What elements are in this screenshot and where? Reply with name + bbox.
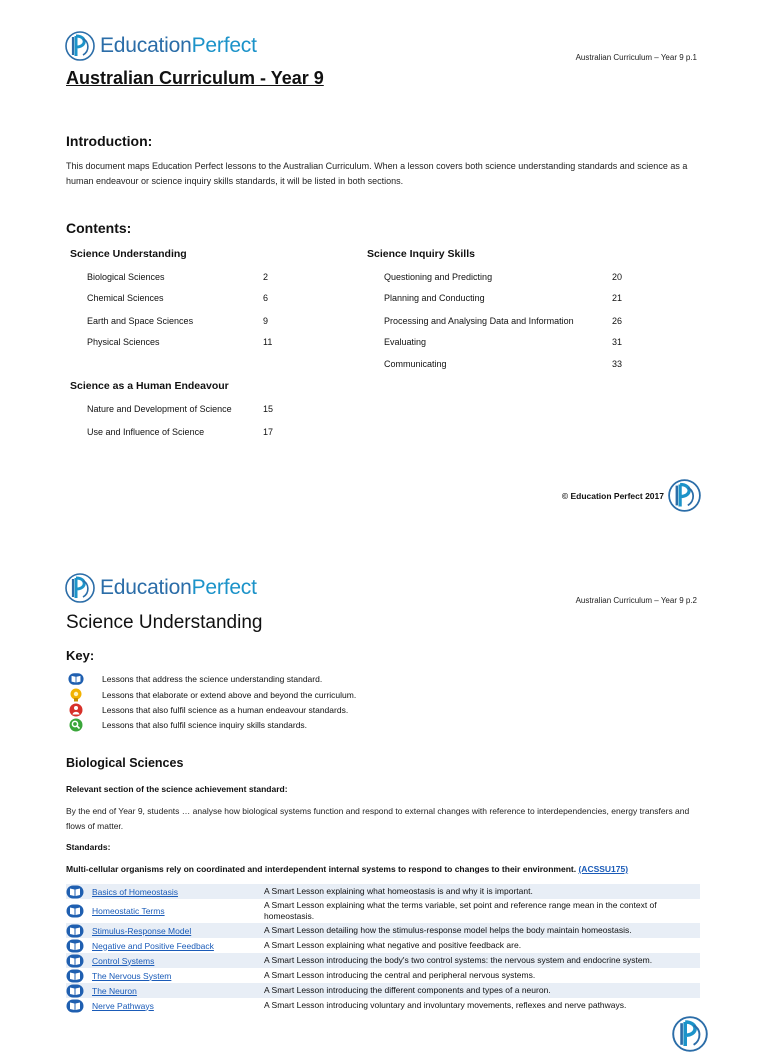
lesson-description: A Smart Lesson introducing the central and peripheral nervous systems. <box>264 970 536 980</box>
standard-text: Multi-cellular organisms rely on coordinated and interdependent internal systems to respond to changes to their environment. (ACSSU175) <box>66 864 629 874</box>
toc-group-title: Science as a Human Endeavour <box>70 380 229 392</box>
lesson-description: A Smart Lesson detailing how the stimulus-response model helps the body maintain homeostasis. <box>264 925 632 935</box>
table-row <box>66 923 700 938</box>
toc-entry[interactable]: Biological Sciences 2 <box>87 272 269 282</box>
toc-entry[interactable]: Physical Sciences 11 <box>87 337 273 347</box>
logo-wordmark: EducationPerfect <box>100 34 257 57</box>
education-perfect-logo <box>65 31 257 61</box>
table-row <box>66 899 700 923</box>
contents-heading: Contents: <box>66 220 132 236</box>
lesson-link[interactable]: Basics of Homeostasis <box>92 886 178 897</box>
table-row <box>66 953 700 968</box>
logo-wordmark: EducationPerfect <box>100 576 257 599</box>
education-perfect-logo-icon <box>65 31 95 61</box>
document-title: Australian Curriculum - Year 9 <box>66 68 324 88</box>
lesson-link[interactable]: Negative and Positive Feedback <box>92 940 214 951</box>
blue-book-icon <box>66 984 84 998</box>
document-page-2 <box>0 540 768 1024</box>
toc-entry[interactable]: Processing and Analysing Data and Information 26 <box>384 316 623 326</box>
lesson-link[interactable]: Stimulus-Response Model <box>92 925 192 936</box>
blue-book-icon <box>66 954 84 968</box>
copyright-footer <box>562 479 701 512</box>
relevant-section-label: Relevant section of the science achievement standard: <box>66 784 288 794</box>
toc-entry[interactable]: Communicating 33 <box>384 359 623 369</box>
lessons-table <box>66 884 700 1013</box>
lesson-link[interactable]: The Nervous System <box>92 970 172 981</box>
education-perfect-footer-icon <box>668 479 701 512</box>
key-item: Lessons that also fulfil science as a human endeavour standards. <box>68 703 348 717</box>
lesson-description: A Smart Lesson introducing voluntary and involuntary movements, reflexes and nerve pathways. <box>264 1000 627 1010</box>
table-row <box>66 998 700 1013</box>
toc-entry[interactable]: Evaluating 31 <box>384 337 623 347</box>
toc-entry[interactable]: Questioning and Predicting 20 <box>384 272 623 282</box>
biological-sciences-heading: Biological Sciences <box>66 756 184 770</box>
lesson-description: A Smart Lesson explaining what the terms variable, set point and reference range mean in the context of homeostasis. <box>264 900 657 921</box>
standards-label: Standards: <box>66 842 111 852</box>
education-perfect-logo-icon <box>65 573 95 603</box>
blue-book-icon <box>66 969 84 983</box>
lesson-link[interactable]: Control Systems <box>92 955 155 966</box>
lesson-link[interactable]: Homeostatic Terms <box>92 906 165 916</box>
toc-entry[interactable]: Earth and Space Sciences 9 <box>87 316 269 326</box>
lesson-description: A Smart Lesson introducing the different components and types of a neuron. <box>264 985 551 995</box>
table-row <box>66 938 700 953</box>
lesson-description: A Smart Lesson explaining what homeostasis is and why it is important. <box>264 886 533 896</box>
table-row <box>66 968 700 983</box>
toc-entry[interactable]: Use and Influence of Science 17 <box>87 427 274 437</box>
toc-group-title: Science Understanding <box>70 248 187 260</box>
lesson-description: A Smart Lesson explaining what negative and positive feedback are. <box>264 940 522 950</box>
education-perfect-footer-icon <box>672 1016 708 1052</box>
toc-entry[interactable]: Nature and Development of Science 15 <box>87 404 274 414</box>
introduction-heading: Introduction: <box>66 133 153 149</box>
key-item: Lessons that address the science understanding standard. <box>68 672 322 686</box>
table-row <box>66 884 700 899</box>
introduction-text: This document maps Education Perfect lessons to the Australian Curriculum. When a lesson covers both science understanding standards and science as a human endeavour or science inquiry skills standards, it will be listed in both sections. <box>66 161 688 186</box>
page-title: Science Understanding <box>66 612 263 633</box>
toc-entry[interactable]: Chemical Sciences 6 <box>87 293 269 303</box>
blue-book-icon <box>66 904 84 918</box>
standard-code-link[interactable]: (ACSSU175) <box>578 864 629 874</box>
relevant-section-text: By the end of Year 9, students … analyse how biological systems function and respond to external changes with reference to interdependencies, energy transfers and flows of matter. <box>66 806 690 831</box>
blue-book-icon <box>66 999 84 1013</box>
toc-entry[interactable]: Planning and Conducting 21 <box>384 293 623 303</box>
lesson-link[interactable]: The Neuron <box>92 985 137 996</box>
blue-book-icon <box>66 924 84 938</box>
yellow-lightbulb-icon <box>68 688 84 702</box>
lesson-link[interactable]: Nerve Pathways <box>92 1000 154 1011</box>
key-heading: Key: <box>66 648 95 663</box>
key-item: Lessons that also fulfil science inquiry skills standards. <box>68 718 307 732</box>
copyright-text: © Education Perfect 2017 <box>561 490 664 501</box>
red-person-icon <box>68 703 84 717</box>
blue-book-icon <box>66 939 84 953</box>
running-head: Australian Curriculum – Year 9 p.2 <box>575 596 697 605</box>
key-item: Lessons that elaborate or extend above and beyond the curriculum. <box>68 688 356 702</box>
blue-book-icon <box>66 885 84 899</box>
blue-book-icon <box>68 672 84 686</box>
education-perfect-logo <box>65 573 257 603</box>
green-magnifier-icon <box>68 718 84 732</box>
lesson-description: A Smart Lesson introducing the body's two control systems: the nervous system and endocrine system. <box>264 955 653 965</box>
table-row <box>66 983 700 998</box>
running-head: Australian Curriculum – Year 9 p.1 <box>575 53 697 62</box>
toc-group-title: Science Inquiry Skills <box>367 248 475 260</box>
